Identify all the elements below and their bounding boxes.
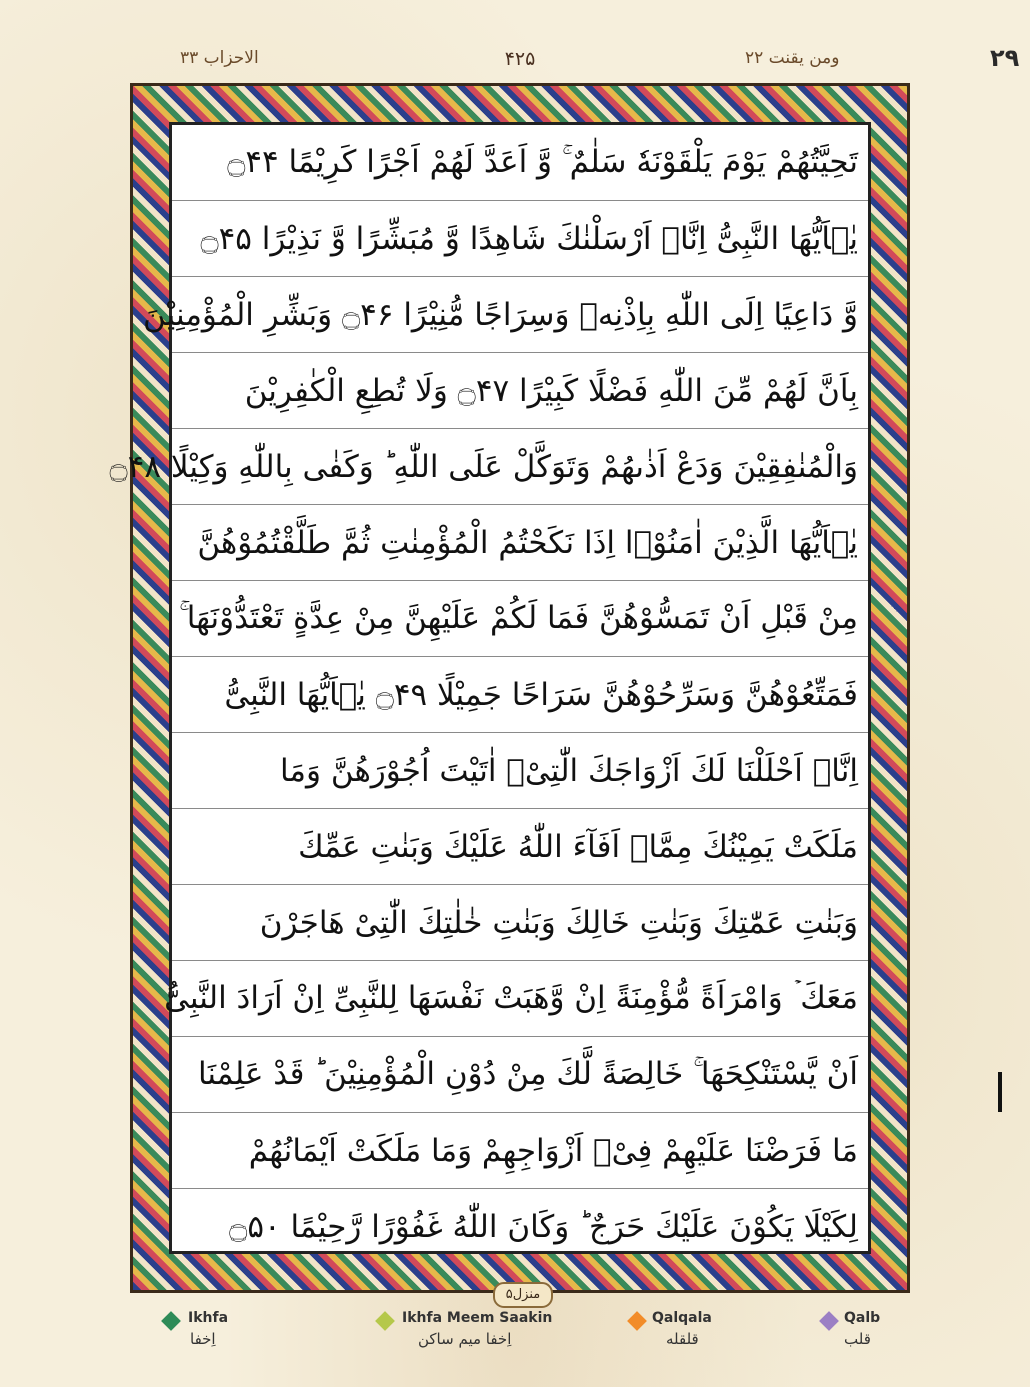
verse-line: وَّ دَاعِيًا اِلَى اللّٰهِ بِاِذْنِهٖ وَسِرَاجًا مُّنِيْرًا ۝۴۶ وَبَشِّرِ الْمُؤْمِنِيْنَ <box>172 277 868 353</box>
legend-label-ur: اِخفا <box>190 1330 216 1348</box>
legend-label-ur: اِخفا میم ساکن <box>418 1330 512 1348</box>
verse-line: لِكَيْلَا يَكُوْنَ عَلَيْكَ حَرَجٌ ؕ وَكَانَ اللّٰهُ غَفُوْرًا رَّحِيْمًا ۝۵۰ <box>229 1209 858 1245</box>
verse-line: مِنْ قَبْلِ اَنْ تَمَسُّوْهُنَّ فَمَا لَكُمْ عَلَيْهِنَّ مِنْ عِدَّةٍ تَعْتَدُّوْنَهَا ۚ <box>172 581 868 657</box>
legend-label-en: Qalqala <box>652 1310 712 1326</box>
qalb-swatch-icon <box>819 1311 839 1331</box>
verse-line: وَبَنٰتِ عَمّٰتِكَ وَبَنٰتِ خَالِكَ وَبَنٰتِ خٰلٰتِكَ الّٰتِىْ هَاجَرْنَ <box>172 885 868 961</box>
verse-line: تَحِيَّتُهُمْ يَوْمَ يَلْقَوْنَهٗ سَلٰمٌ ۚ وَّ اَعَدَّ لَهُمْ اَجْرًا كَرِيْمًا ۝۴۴ <box>172 125 868 201</box>
legend-label-en: Ikhfa <box>188 1310 229 1326</box>
tajweed-legend <box>0 1287 1030 1380</box>
ikhfa-meem-swatch-icon <box>375 1311 395 1331</box>
text-panel <box>109 122 871 1254</box>
verse-line: مَلَكَتْ يَمِيْنُكَ مِمَّاۤ اَفَآءَ اللّٰهُ عَلَيْكَ وَبَنٰتِ عَمِّكَ <box>172 809 868 885</box>
surah-name: الاحزاب ۳۳ <box>180 48 259 68</box>
verse-line: يٰۤاَيُّهَا الَّذِيْنَ اٰمَنُوْۤا اِذَا نَكَحْتُمُ الْمُؤْمِنٰتِ ثُمَّ طَلَّقْتُمُوْهُنَّ <box>172 505 868 581</box>
page-number: ۴۲۵ <box>504 48 536 70</box>
verse-line: بِاَنَّ لَهُمْ مِّنَ اللّٰهِ فَضْلًا كَبِيْرًا ۝۴۷ وَلَا تُطِعِ الْكٰفِرِيْنَ <box>172 353 868 429</box>
verse-line: اِنَّاۤ اَحْلَلْنَا لَكَ اَزْوَاجَكَ الّٰتِىْۤ اٰتَيْتَ اُجُوْرَهُنَّ وَمَا <box>172 733 868 809</box>
verse-line: اَنْ يَّسْتَنْكِحَهَا ۚ خَالِصَةً لَّكَ مِنْ دُوْنِ الْمُؤْمِنِيْنَ ؕ قَدْ عَلِمْنَا <box>172 1037 868 1113</box>
legend-label-ur: قلقله <box>666 1330 699 1348</box>
juz-name: ومن یقنت ۲۲ <box>745 48 840 68</box>
legend-label-en: Ikhfa Meem Saakin <box>402 1310 553 1326</box>
ornamental-border <box>109 83 910 1293</box>
qalqala-swatch-icon <box>627 1311 647 1331</box>
page-edge-mark <box>998 1072 1002 1112</box>
legend-label-en: Qalb <box>844 1310 881 1326</box>
ikhfa-swatch-icon <box>161 1311 181 1331</box>
verse-line: وَالْمُنٰفِقِيْنَ وَدَعْ اَذٰىهُمْ وَتَوَكَّلْ عَلَى اللّٰهِ ؕ وَكَفٰى بِاللّٰهِ وَكِيْلًا ۝۴۸ <box>172 429 868 505</box>
edge-mark: ٢٩ <box>990 44 1020 72</box>
manzil-marker: منزل۵ <box>493 1282 553 1308</box>
verse-line: مَعَكَ ۡ وَامْرَاَةً مُّؤْمِنَةً اِنْ وَّهَبَتْ نَفْسَهَا لِلنَّبِىِّ اِنْ اَرَادَ النَّبِىُّ <box>172 961 868 1037</box>
legend-label-ur: قلب <box>844 1330 871 1348</box>
verse-line: فَمَتِّعُوْهُنَّ وَسَرِّحُوْهُنَّ سَرَاحًا جَمِيْلًا ۝۴۹ يٰۤاَيُّهَا النَّبِىُّ <box>172 657 868 733</box>
verse-line: مَا فَرَضْنَا عَلَيْهِمْ فِىْۤ اَزْوَاجِهِمْ وَمَا مَلَكَتْ اَيْمَانُهُمْ <box>172 1113 868 1189</box>
page-header <box>0 44 1030 78</box>
verse-line: يٰۤاَيُّهَا النَّبِىُّ اِنَّاۤ اَرْسَلْنٰكَ شَاهِدًا وَّ مُبَشِّرًا وَّ نَذِيْرًا ۝۴۵ <box>172 201 868 277</box>
